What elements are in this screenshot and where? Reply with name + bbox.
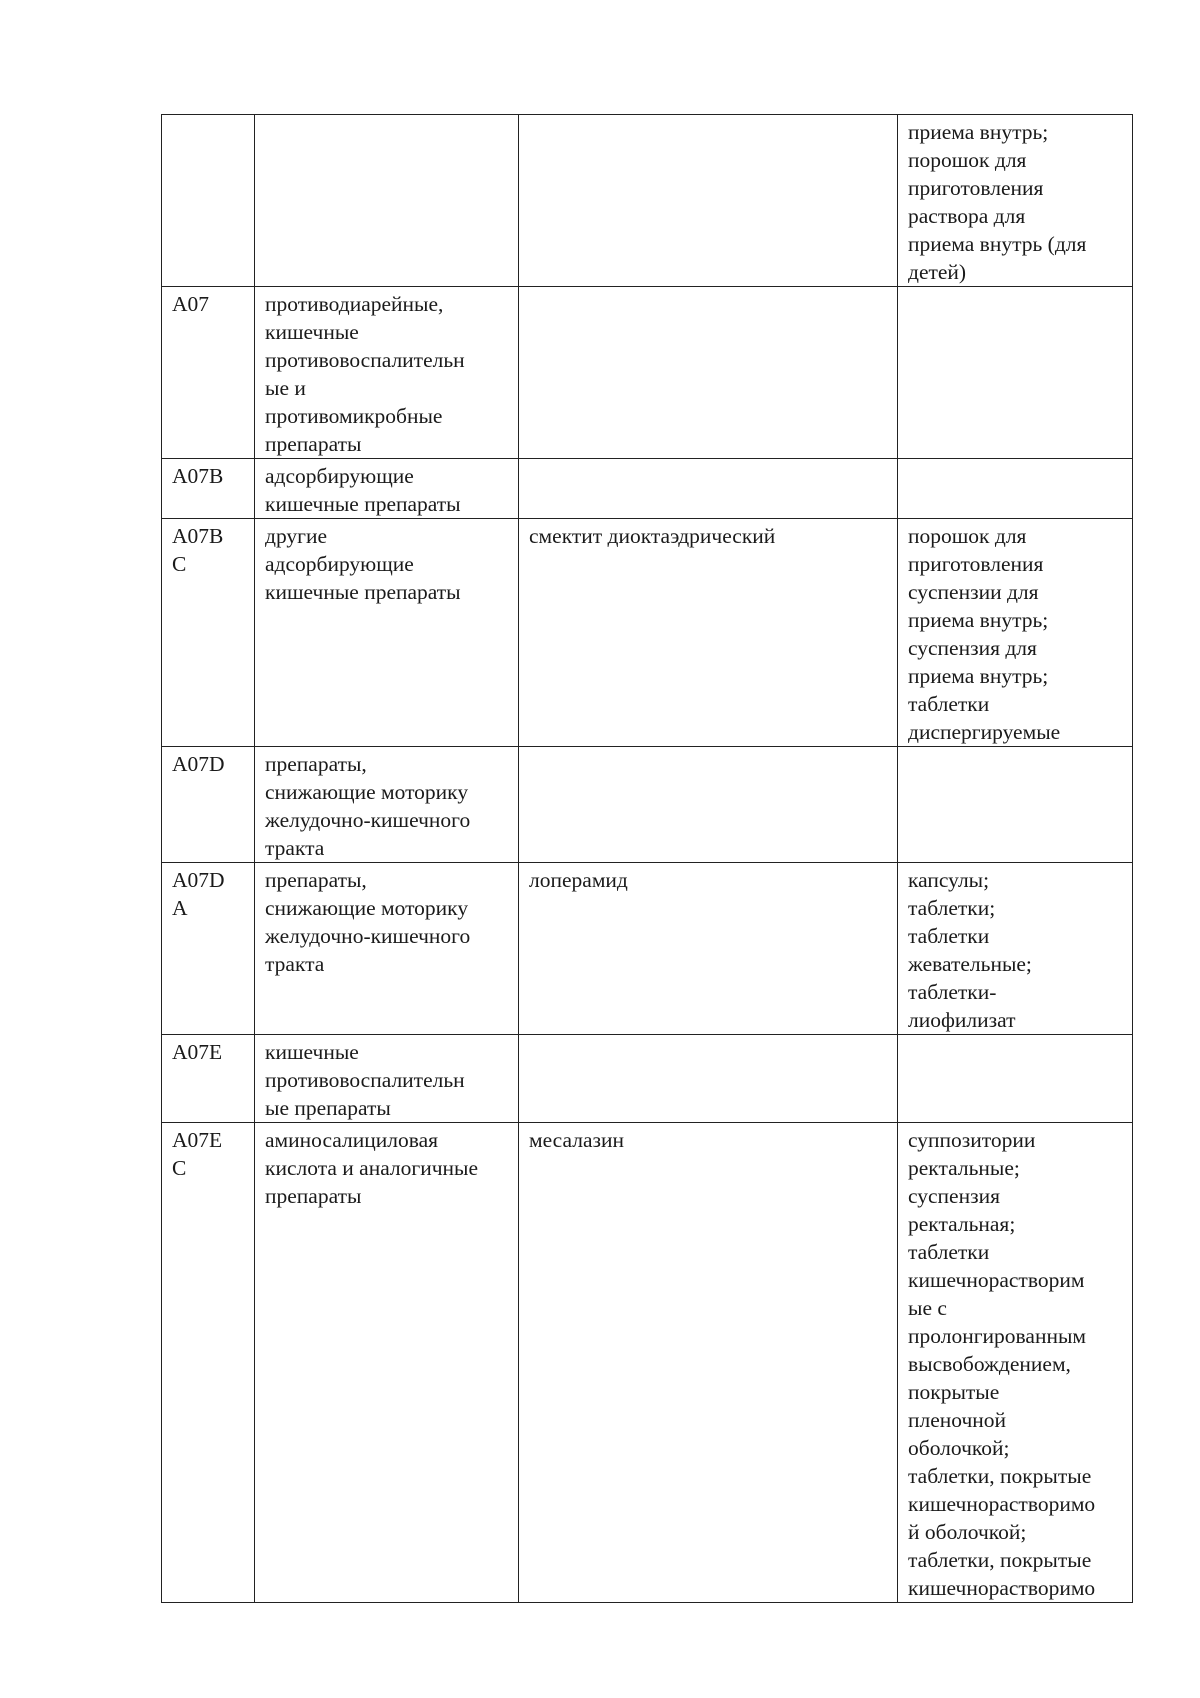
atc-code-cell (162, 1035, 255, 1123)
atc-code: A07E C (172, 1128, 223, 1180)
group-name-cell (255, 287, 519, 459)
atc-code-cell (162, 1123, 255, 1603)
table-row (162, 115, 1133, 287)
dosage-form-cell (898, 519, 1133, 747)
atc-code-cell (162, 519, 255, 747)
atc-code-cell (162, 747, 255, 863)
drug-name-cell (519, 287, 898, 459)
drug-name-cell (519, 1035, 898, 1123)
group-name-cell (255, 1123, 519, 1603)
atc-code: A07E (172, 1040, 223, 1064)
drug-name: смектит диоктаэдрический (529, 524, 776, 548)
table-row (162, 747, 1133, 863)
dosage-form-cell (898, 747, 1133, 863)
dosage-form: капсулы; таблетки; таблетки жевательные; таблетки- лиофилизат (908, 868, 1032, 1032)
atc-code-cell (162, 287, 255, 459)
atc-code: A07D A (172, 868, 225, 920)
group-name: другие адсорбирующие кишечные препараты (265, 524, 461, 604)
group-name: препараты, снижающие моторику желудочно-кишечного тракта (265, 868, 471, 976)
dosage-form-cell (898, 1123, 1133, 1603)
drug-name-cell (519, 519, 898, 747)
group-name-cell (255, 1035, 519, 1123)
atc-drug-table (161, 114, 1133, 1603)
group-name: адсорбирующие кишечные препараты (265, 464, 461, 516)
table-row (162, 459, 1133, 519)
dosage-form-cell (898, 115, 1133, 287)
dosage-form: суппозитории ректальные; суспензия ректальная; таблетки кишечнорастворим ые с пролонгированным высвобождением, покрытые пленочной оболочкой; таблетки, покрытые кишечнорастворимо й оболочкой; таблетки, покрытые кишечнорастворимо (908, 1128, 1096, 1600)
drug-name-cell (519, 747, 898, 863)
dosage-form-cell (898, 863, 1133, 1035)
atc-code: A07 (172, 292, 210, 316)
drug-name: месалазин (529, 1128, 624, 1152)
dosage-form-cell (898, 1035, 1133, 1123)
table-row (162, 1035, 1133, 1123)
dosage-form-cell (898, 459, 1133, 519)
atc-code: A07B C (172, 524, 224, 576)
dosage-form-cell (898, 287, 1133, 459)
drug-name-cell (519, 115, 898, 287)
group-name-cell (255, 747, 519, 863)
atc-code-cell (162, 863, 255, 1035)
dosage-form: приема внутрь; порошок для приготовления раствора для приема внутрь (для детей) (908, 120, 1087, 284)
atc-code-cell (162, 115, 255, 287)
group-name: аминосалициловая кислота и аналогичные препараты (265, 1128, 479, 1208)
table-row (162, 519, 1133, 747)
drug-name-cell (519, 459, 898, 519)
group-name-cell (255, 863, 519, 1035)
group-name: препараты, снижающие моторику желудочно-кишечного тракта (265, 752, 471, 860)
drug-name: лоперамид (529, 868, 628, 892)
atc-code: A07D (172, 752, 225, 776)
table-row (162, 863, 1133, 1035)
atc-code-cell (162, 459, 255, 519)
drug-name-cell (519, 1123, 898, 1603)
dosage-form: порошок для приготовления суспензии для приема внутрь; суспензия для приема внутрь; таблетки диспергируемые (908, 524, 1061, 744)
group-name-cell (255, 519, 519, 747)
table-row (162, 287, 1133, 459)
drug-name-cell (519, 863, 898, 1035)
group-name: кишечные противовоспалительн ые препараты (265, 1040, 465, 1120)
group-name: противодиарейные, кишечные противовоспалительн ые и противомикробные препараты (265, 292, 465, 456)
group-name-cell (255, 459, 519, 519)
table-row (162, 1123, 1133, 1603)
atc-code: A07B (172, 464, 224, 488)
group-name-cell (255, 115, 519, 287)
